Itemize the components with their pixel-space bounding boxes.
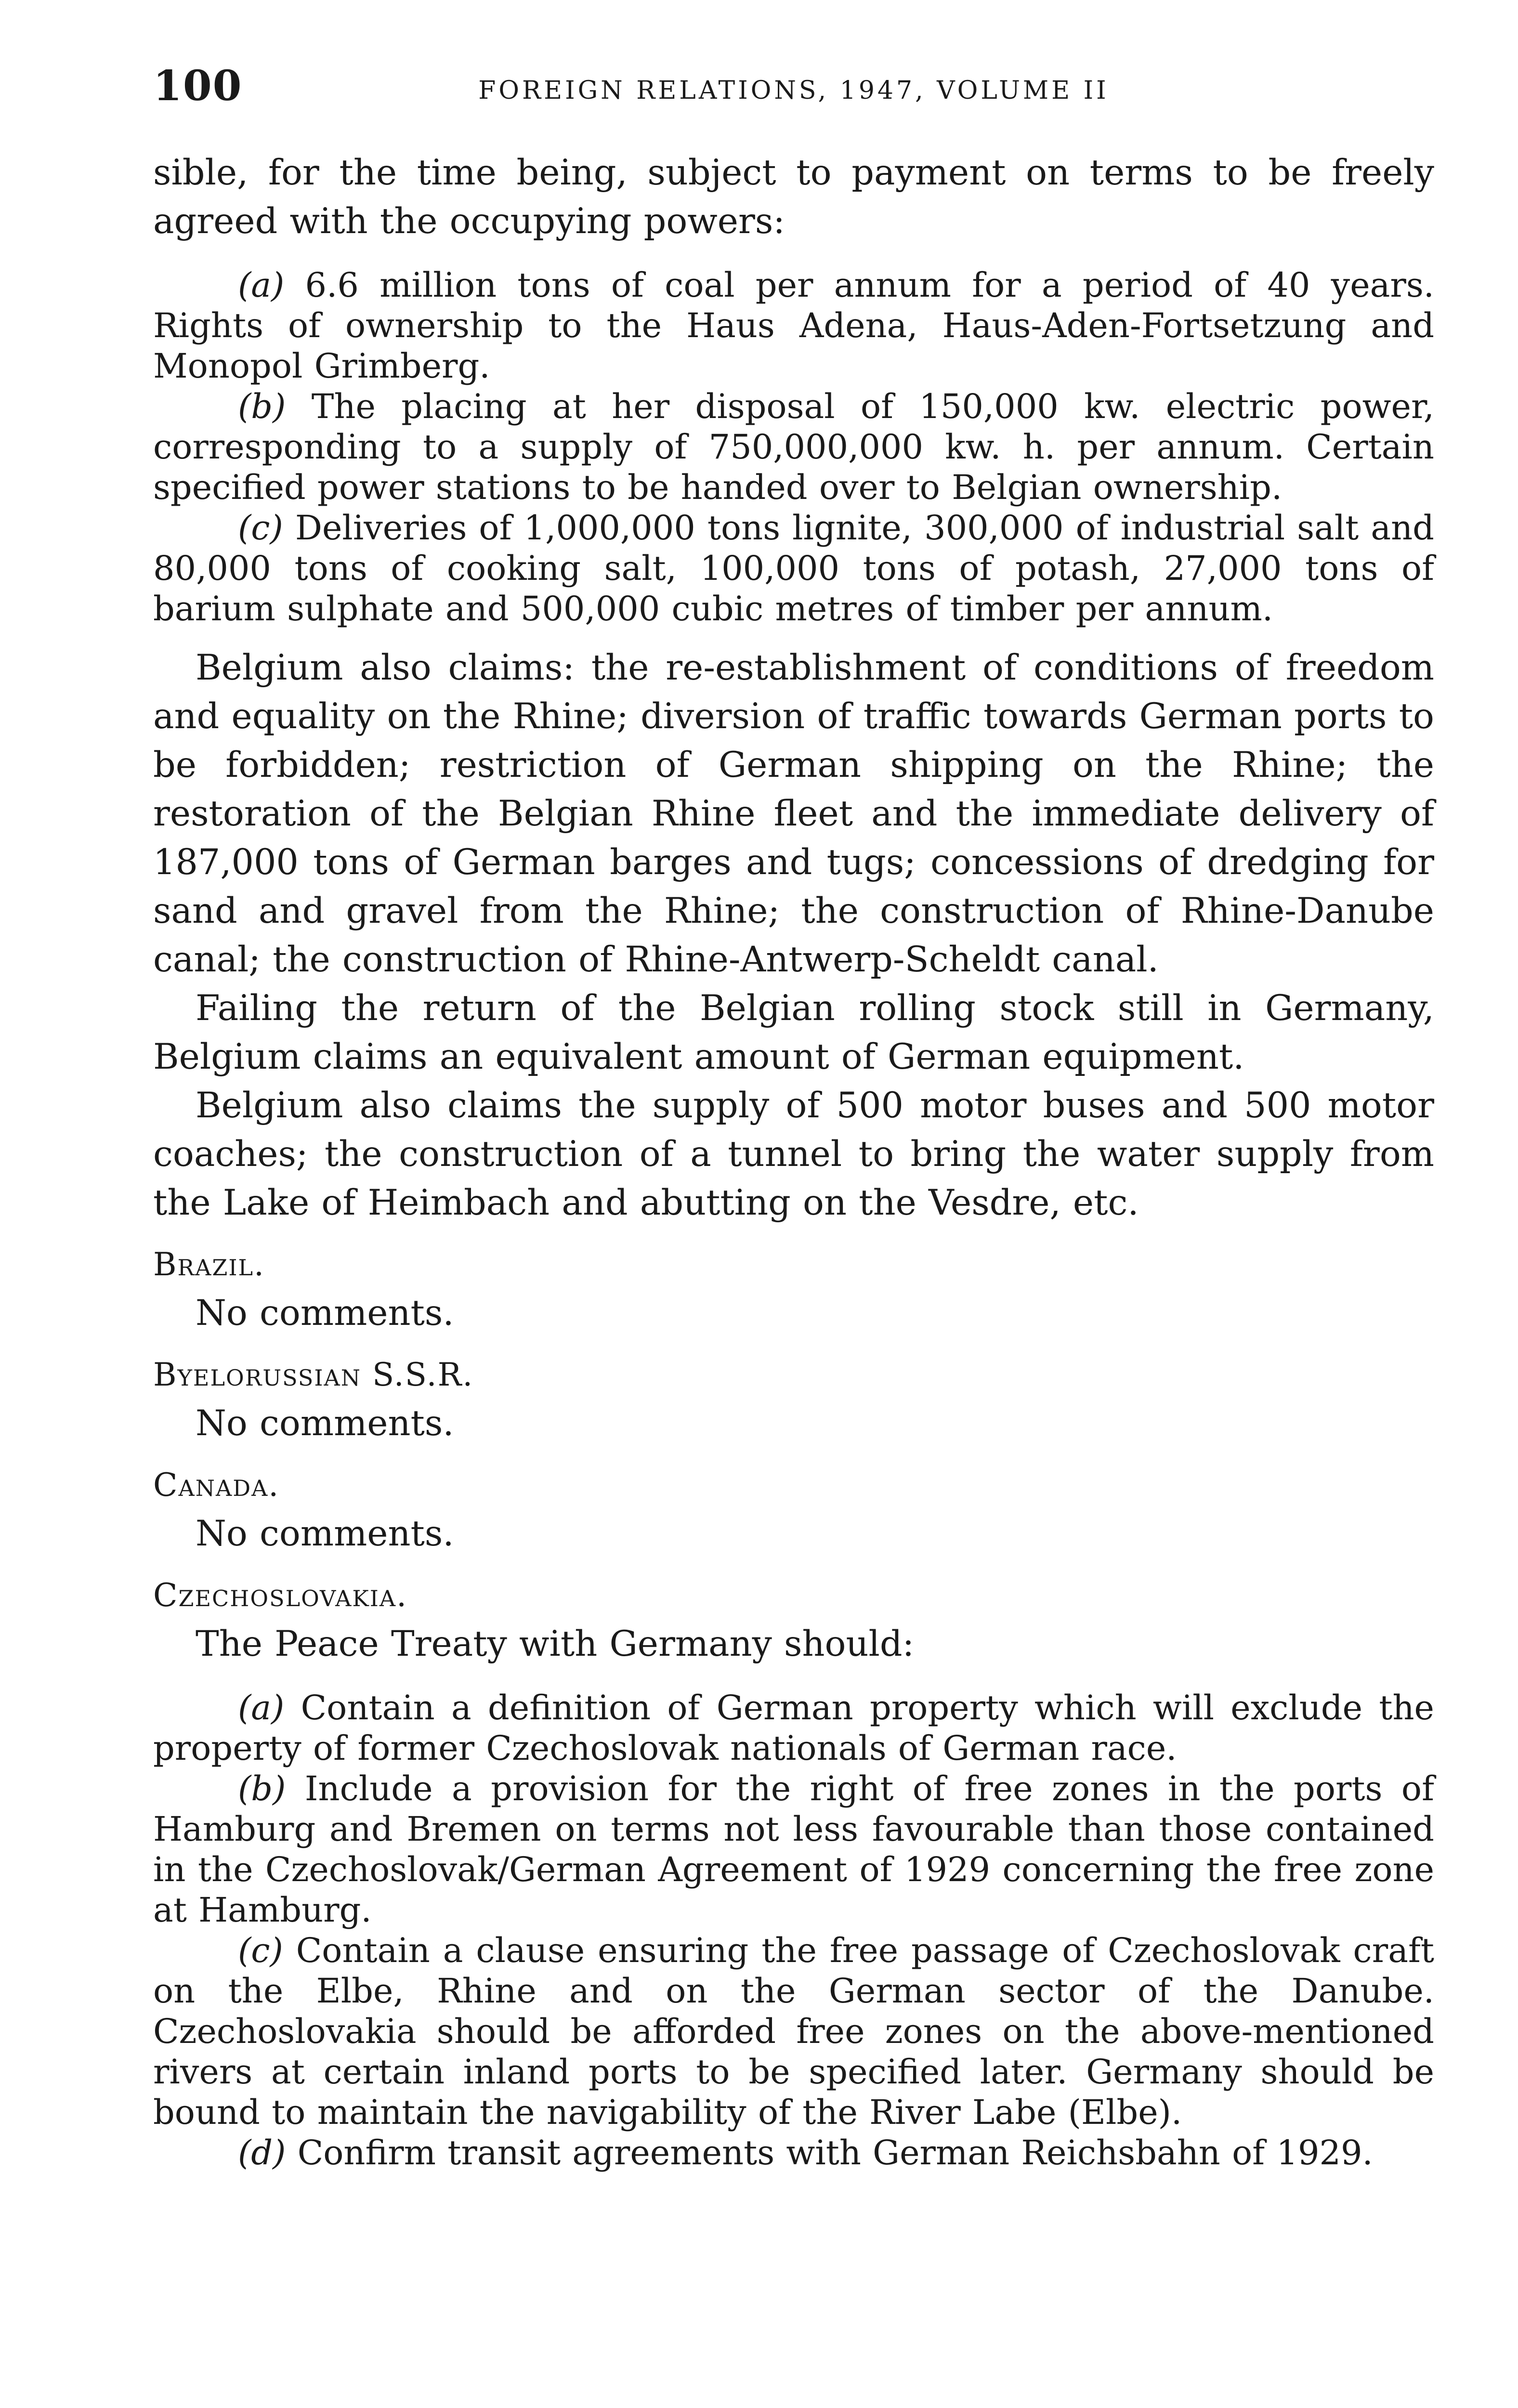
clause-label: (c): [238, 1931, 283, 1970]
czechoslovakia-clause-b: [153, 1768, 1434, 1930]
belgium-rolling-stock-paragraph: Failing the return of the Belgian rolling stock still in Germany, Belgium claims an equivalent amount of German equipment.: [153, 988, 1434, 1077]
czechoslovakia-intro: The Peace Treaty with Germany should:: [196, 1623, 915, 1664]
clause-label: (a): [238, 1688, 285, 1727]
country-heading-byelorussia: Byelorussian S.S.R.: [153, 1356, 474, 1393]
clause-label: (b): [238, 1769, 286, 1808]
clause-label: (d): [238, 2133, 286, 2172]
running-head: [153, 62, 1434, 115]
czechoslovakia-clause-a: [153, 1688, 1434, 1768]
country-heading-canada: Canada.: [153, 1466, 280, 1504]
country-heading-czechoslovakia: Czechoslovakia.: [153, 1577, 408, 1614]
canada-text: No comments.: [196, 1513, 454, 1554]
document-page: [153, 0, 1434, 2408]
clause-text: The placing at her disposal of 150,000 kw. electric power, corresponding to a supply of 750,000,000 kw. h. per annum. Certain specified power stations to be handed over to Belgian ownership.: [153, 387, 1434, 507]
belgium-clause-a: [153, 265, 1434, 386]
body-text: [153, 148, 1434, 2173]
czechoslovakia-clause-d: [153, 2133, 1434, 2173]
clause-text: Confirm transit agreements with German Reichsbahn of 1929.: [286, 2133, 1373, 2172]
byelorussia-text: No comments.: [196, 1403, 454, 1444]
clause-text: Include a provision for the right of free zones in the ports of Hamburg and Bremen on terms not less favourable than those contained in the Czechoslovak/German Agreement of 1929 concerning the free zone at Hamburg.: [153, 1769, 1434, 1930]
clause-label: (b): [238, 387, 286, 426]
country-heading-brazil: Brazil.: [153, 1246, 265, 1283]
running-title: FOREIGN RELATIONS, 1947, VOLUME II: [478, 76, 1109, 105]
czechoslovakia-clause-c: [153, 1930, 1434, 2133]
clause-text: 6.6 million tons of coal per annum for a period of 40 years. Rights of ownership to the Haus Adena, Haus-Aden-Fortsetzung and Monopol Grimberg.: [153, 265, 1434, 386]
belgium-clause-b: [153, 386, 1434, 508]
belgium-claims-paragraph: Belgium also claims: the re-establishment of conditions of freedom and equality on the Rhine; diversion of traffic towards German ports to be forbidden; restriction of German shipping on the Rhine; the restoration of the Belgian Rhine fleet and the immediate delivery of 187,000 tons of German barges and tugs; concessions of dredging for sand and gravel from the Rhine; the construction of Rhine-Danube canal; the construction of Rhine-Antwerp-Scheldt canal.: [153, 647, 1434, 980]
clause-text: Deliveries of 1,000,000 tons lignite, 300,000 of industrial salt and 80,000 tons of cooking salt, 100,000 tons of potash, 27,000 tons of barium sulphate and 500,000 cubic metres of timber per annum.: [153, 508, 1434, 628]
page-number: 100: [153, 62, 243, 110]
clause-text: Contain a definition of German property which will exclude the property of former Czechoslovak nationals of German race.: [153, 1688, 1434, 1768]
czechoslovakia-clause-list: [153, 1688, 1434, 2173]
belgium-buses-paragraph: Belgium also claims the supply of 500 motor buses and 500 motor coaches; the construction of a tunnel to bring the water supply from the Lake of Heimbach and abutting on the Vesdre, etc.: [153, 1085, 1434, 1223]
belgium-intro-paragraph: sible, for the time being, subject to payment on terms to be freely agreed with the occupying powers:: [153, 152, 1434, 242]
belgium-clause-list: [153, 265, 1434, 629]
clause-label: (c): [238, 508, 283, 548]
belgium-clause-c: [153, 508, 1434, 629]
brazil-text: No comments.: [196, 1293, 454, 1334]
clause-text: Contain a clause ensuring the free passage of Czechoslovak craft on the Elbe, Rhine and on the German sector of the Danube. Czechoslovakia should be afforded free zones on the above-mentioned rivers at certain inland ports to be specified later. Germany should be bound to maintain the navigability of the River Labe (Elbe).: [153, 1931, 1434, 2132]
clause-label: (a): [238, 265, 285, 305]
